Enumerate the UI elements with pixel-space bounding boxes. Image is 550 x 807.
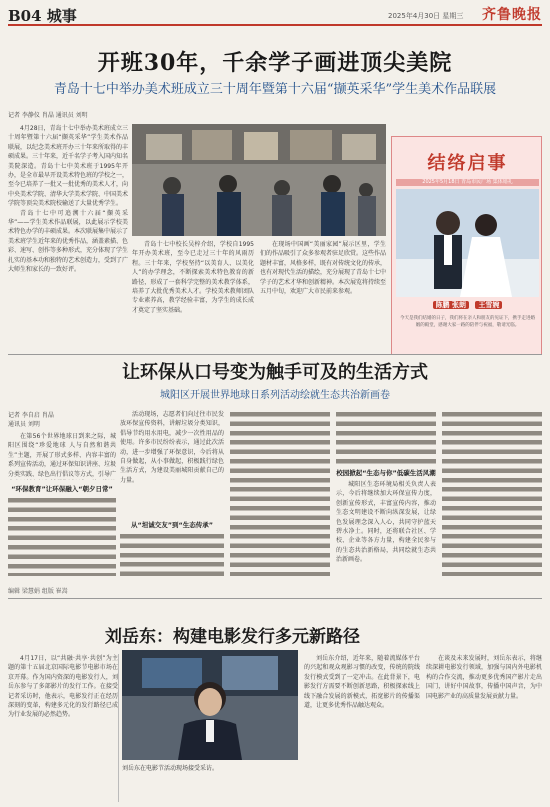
article2-column-3 — [230, 410, 330, 576]
ad-strip: 2025年5月18日 青岛市民广场 集体婚礼 — [396, 179, 539, 186]
article2-subhead-2: 从“坦诚交友”到“生态传承” — [130, 521, 214, 529]
article2-headline: 让环保从口号变为触手可及的生活方式 — [122, 362, 428, 383]
article1-column-1: 4月28日，青岛十七中举办美术班成立三十周年暨第十六届“撷英采华”学生美术作品联展，以纪念美术班开办三十年来所取得的丰硕成果。三十年来，近千名学子考入国内知名美院深造。青岛十七中美术班于1995年开办，是全市最早开设美术特色班的学校之一，至今已培养了一批又一批优秀的美术人才，向中央美术学院、清华大学美术学院、中国美术学院等顶尖美术院校输送了大量优秀学生。 青岛十七中可追溯十六届“撷英采华”——学生美术作品联展，以此展示学校美术特色办学的丰硕成果。本次联展集中展示了美术班学生近年来的优秀作品，涵盖素描、色彩、速写、创作等多种形式，充分体现了学生扎实的基本功和独特的艺术创造力，受到了广大师生和家长的一致好评。 — [8, 125, 128, 274]
article2-column-2-text — [120, 532, 224, 576]
article2-subhead-1: “环保教育”让环保融入“朝夕日常” — [11, 485, 113, 493]
article2-column-2: 活动现场，志愿者们向过往市民发放环保宣传资料，讲解垃圾分类知识，倡导节约用水用电，减少一次性用品的使用。许多市民纷纷表示，通过此次活动，进一步增强了环保意识，今后将从自身做起，从小事做起，积极践行绿色生活方式，为建设美丽城阳贡献自己的力量。 — [120, 411, 224, 484]
article3-photo-caption: 刘岳东在电影节活动现场接受采访。 — [122, 765, 219, 772]
page-header — [8, 4, 542, 26]
ad-title: 结络启事 — [427, 153, 508, 174]
article1-subheadline: 青岛十七中举办美术班成立三十周年暨第十六届“撷英采华”学生美术作品联展 — [53, 82, 497, 97]
article2-subhead-3: 校园掀起“生态与你”低碳生活风潮 — [336, 469, 436, 477]
article2-subheadline: 城阳区开展世界地球日系列活动绘就生态共治新画卷 — [160, 390, 390, 401]
article1-column-2: 青岛十七中校长吴梓介绍，学校自1995年开办美术班，至今已走过三十年的风雨历程。三十年来，学校坚持“以美育人、以美化人”的办学理念，不断探索美术特色教育的新路径，形成了一套科学完整的美术教学体系，培养了大批优秀美术人才。学校美术教师团队专业素养高，教学经验丰富，为学生的成长成才奠定了坚实基础。 — [132, 241, 254, 314]
article3-headline: 刘岳东：构建电影发行多元新路径 — [105, 627, 360, 647]
article1-headline: 开班30年，千余学子画进顶尖美院 — [97, 50, 453, 76]
issue-date: 2025年4月30日 星期三 — [388, 12, 464, 20]
divider-2 — [8, 598, 542, 599]
interview-photo-image — [122, 650, 298, 760]
article2-column-1-text — [8, 496, 116, 576]
ad-text: 今天是我们结婚的日子，我们将在亲人和朋友的见证下，携手走进婚姻的殿堂，感谢大家一路的陪伴与祝福，敬请光临。 — [400, 316, 535, 328]
article2-column-4-top — [336, 410, 436, 464]
newspaper-logo: 齐鲁晚报 — [482, 7, 542, 23]
section-label: B04 城事 — [8, 7, 77, 25]
article3-column-4: 在谈及未来发展时，刘岳东表示，将继续深耕电影发行领域，加强与国内外电影机构的合作交流，推动更多优秀国产影片走出国门，讲好中国故事，传播中国声音，为中国电影产业的高质量发展贡献力量。 — [426, 655, 542, 700]
column-divider — [118, 654, 119, 802]
exhibition-photo-image — [132, 124, 386, 236]
wedding-announcement-ad — [391, 136, 542, 355]
article1-byline: 记者 李静仪 肖晶 通讯员 刘明 — [8, 112, 88, 119]
article3-column-3: 刘岳东介绍，近年来，随着流媒体平台的兴起和观众观影习惯的改变，传统的院线发行模式受到了一定冲击。在此背景下，电影发行方需要不断创新思路，积极探索线上线下融合发展的新模式，拓宽影片的传播渠道，让更多优秀作品触达观众。 — [304, 655, 420, 710]
article2-byline: 记者 李自启 肖晶 通讯员 刘明 — [8, 412, 54, 428]
article2-column-5 — [442, 410, 542, 576]
article1-column-3: 在现场中国画“美丽家园”展示区里，学生们的作品吸引了众多参观者驻足欣赏。这些作品题材丰富，风格多样，既有对传统文化的传承，也有对现代生活的描绘，充分展现了青岛十七中学子的艺术才华和创新精神。本次展览将持续至五月中旬，欢迎广大市民前来参观。 — [260, 241, 386, 296]
ad-names: 陈鹏 张朗 王雪婉 — [392, 300, 542, 310]
divider-1 — [8, 354, 542, 355]
article3-column-1: 4月17日，以“共融·共享·共创”为主题的第十五届北京国际电影节电影市场在京开幕。作为国内资深的电影发行人，刘岳东参与了多部影片的发行工作。在接受记者采访时，他表示，电影发行正在经历深刻的变革，构建多元化的发行路径已成为行业发展的必然趋势。 — [8, 655, 118, 719]
couple-photo-image — [396, 189, 539, 297]
article1-photo — [132, 124, 386, 236]
article2-column-4: 城阳区生态环境局相关负责人表示，今后将继续加大环保宣传力度，创新宣传形式，丰富宣传内容，推动生态文明建设不断向纵深发展，让绿色发展理念深入人心，共同守护蓝天碧水净土。同时，还将联合社区、学校、企业等各方力量，构建全民参与的生态共治新格局，共同绘就生态共治新画卷。 — [336, 481, 436, 564]
page-editors: 编辑 梁慧娟 组版 崔嵩 — [8, 588, 68, 595]
article2-column-1-intro: 在第56个世界地球日到来之际，城阳区围绕“珍爱地球 人与自然和谐共生”主题，开展了形式多样、内容丰富的系列宣传活动，通过环保知识讲座、垃圾分类实践、绿色出行倡议等方式，引导广 — [8, 433, 116, 478]
article3-photo — [122, 650, 298, 760]
